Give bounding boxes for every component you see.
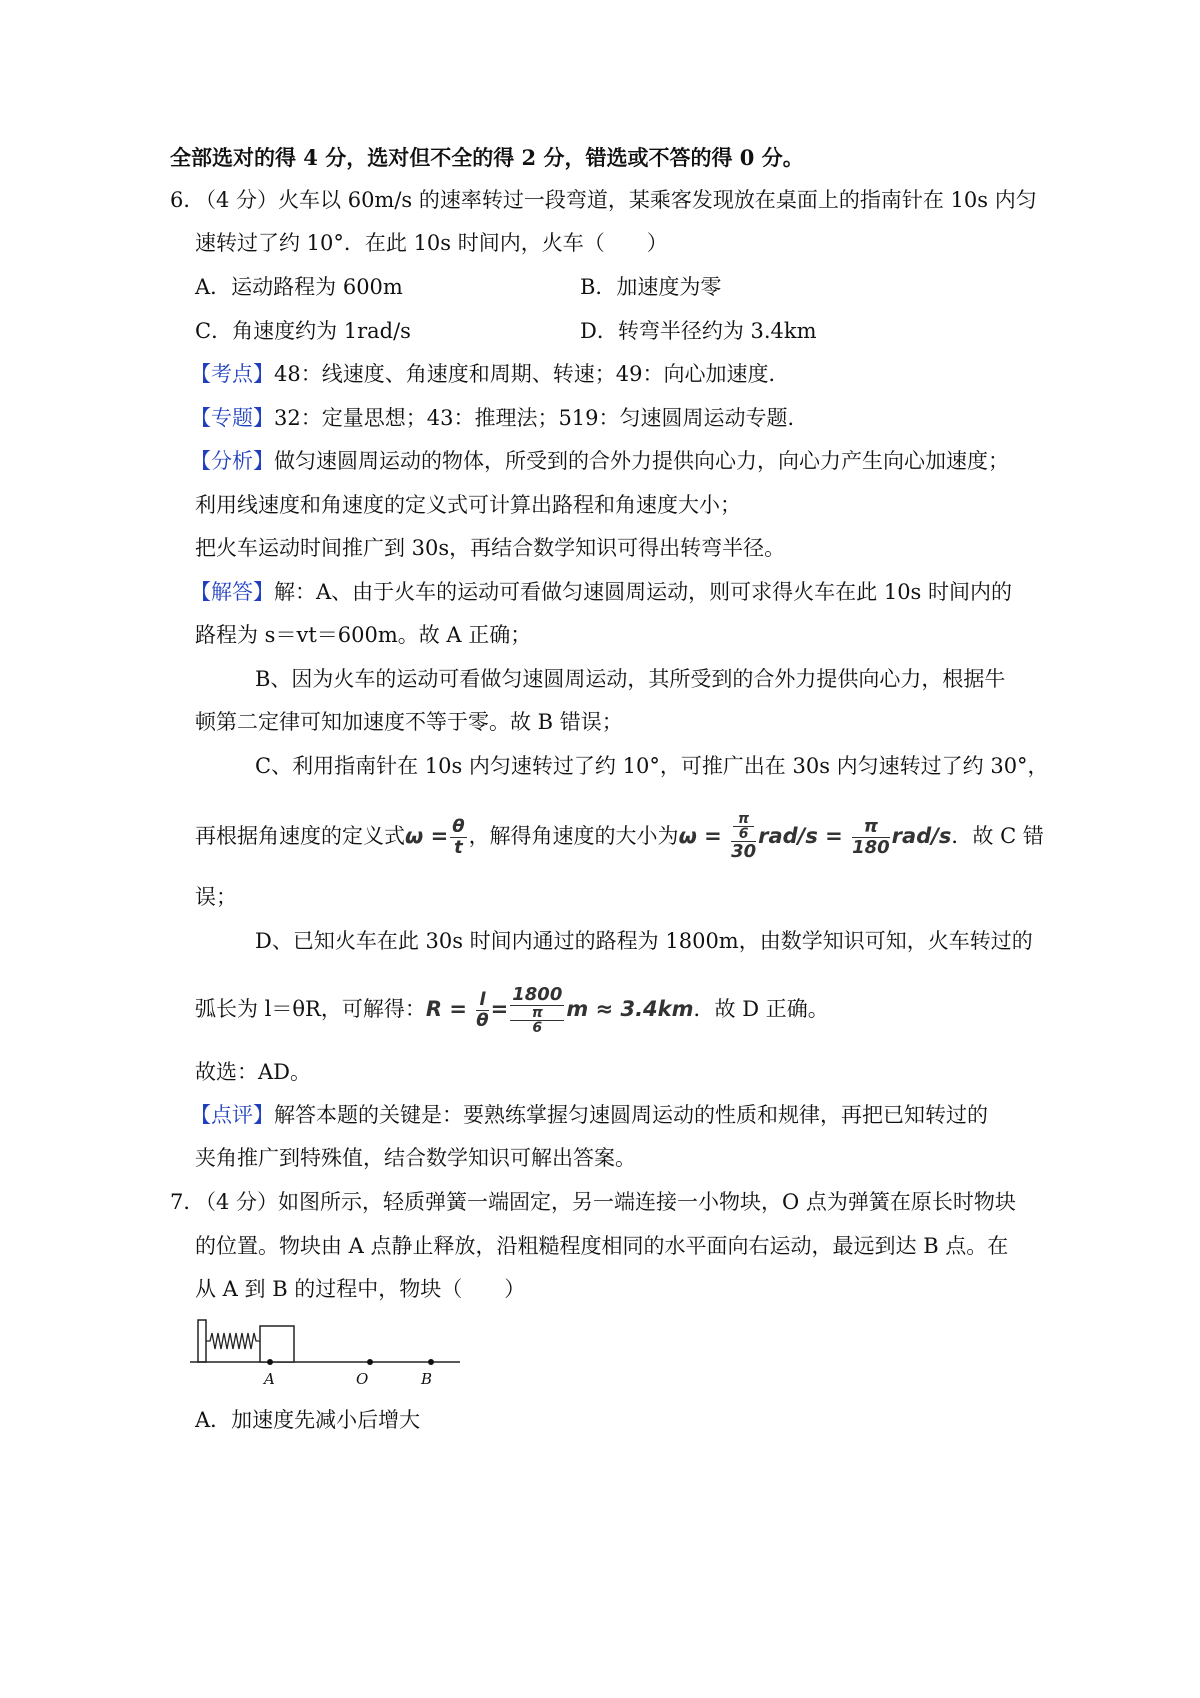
zhuanti-text: 32：定量思想；43：推理法；519：匀速圆周运动专题． [274, 406, 809, 430]
question-stem: （4 分）如图所示，轻质弹簧一端固定，另一端连接一小物块，O 点为弹簧在原长时物块 [195, 1190, 1016, 1214]
spring-block-figure [190, 1318, 470, 1388]
omega-formula: ω = $\frac{\theta}{t}$ [405, 815, 465, 858]
block [260, 1326, 294, 1362]
label-a: A [264, 1370, 275, 1388]
point-o [367, 1359, 373, 1365]
jieda [190, 577, 1012, 607]
jieda-line: 路程为 s＝vt＝600m。故 A 正确； [195, 623, 532, 647]
kaodian-tag: 【考点】 [190, 362, 274, 386]
text-segment: 再根据角速度的定义式 [195, 824, 405, 848]
answer-choice: 故选：AD。 [195, 1060, 312, 1084]
point-a [267, 1359, 273, 1365]
dianping-line: 夹角推广到特殊值，结合数学知识可解出答案。 [195, 1146, 636, 1170]
fenxi [190, 446, 1009, 476]
jieda-text: 解：A、由于火车的运动可看做匀速圆周运动，则可求得火车在此 10s 时间内的 [274, 580, 1013, 604]
spring [206, 1333, 260, 1349]
jieda-formula-line [195, 985, 829, 1035]
question-stem: 速转过了约 10°．在此 10s 时间内，火车（ ） [195, 231, 668, 255]
option-c: C．角速度约为 1rad/s [195, 319, 411, 343]
jieda-line: B、因为火车的运动可看做匀速圆周运动，其所受到的合外力提供向心力，根据牛 [255, 667, 1006, 691]
option-d: D．转弯半径约为 3.4km [580, 319, 817, 343]
fenxi-line: 利用线速度和角速度的定义式可计算出路程和角速度大小； [195, 493, 741, 517]
option-a: A．运动路程为 600m [195, 275, 403, 299]
point-b [428, 1359, 434, 1365]
jieda-line: 误； [195, 885, 237, 909]
dianping [190, 1100, 988, 1130]
kaodian-text: 48：线速度、角速度和周期、转速；49：向心加速度． [274, 362, 790, 386]
question-number: 6． [170, 188, 205, 212]
question-stem: 的位置。物块由 A 点静止释放，沿粗糙程度相同的水平面向右运动，最远到达 B 点。在 [195, 1234, 1009, 1258]
fenxi-line: 把火车运动时间推广到 30s，再结合数学知识可得出转弯半径。 [195, 536, 786, 560]
text-segment: ．故 C 错 [951, 824, 1044, 848]
zhuanti [190, 403, 809, 433]
text-segment: ．故 D 正确。 [693, 997, 829, 1021]
jieda-tag: 【解答】 [190, 580, 274, 604]
text-segment: ，解得角速度的大小为 [468, 824, 679, 848]
jieda-line: C、利用指南针在 10s 内匀速转过了约 10°，可推广出在 30s 内匀速转过了约 30°， [255, 754, 1049, 778]
jieda-line: 顿第二定律可知加速度不等于零。故 B 错误； [195, 710, 623, 734]
question-number: 7． [170, 1190, 205, 1214]
jieda-formula-line [195, 812, 1044, 862]
omega-value-formula: ω = π 6 30 rad/s = $\frac{\pi}{180}$ rad/s [678, 811, 952, 862]
radius-formula: R = $\frac{l}{\theta}$ = 1800 π 6 m ≈ 3.4km [425, 984, 694, 1036]
dianping-tag: 【点评】 [190, 1103, 274, 1127]
dianping-text: 解答本题的关键是：要熟练掌握匀速圆周运动的性质和规律，再把已知转过的 [274, 1103, 988, 1127]
label-o: O [356, 1370, 369, 1388]
text-segment: 弧长为 l＝θR，可解得： [195, 997, 426, 1021]
wall [198, 1320, 206, 1362]
kaodian [190, 359, 789, 389]
fenxi-text: 做匀速圆周运动的物体，所受到的合外力提供向心力，向心力产生向心加速度； [274, 449, 1009, 473]
option-b: B．加速度为零 [580, 275, 722, 299]
question-stem: 从 A 到 B 的过程中，物块（ ） [195, 1277, 526, 1301]
zhuanti-tag: 【专题】 [190, 406, 274, 430]
question-stem: （4 分）火车以 60m/s 的速率转过一段弯道，某乘客发现放在桌面上的指南针在 10s 内匀 [195, 188, 1037, 212]
jieda-line: D、已知火车在此 30s 时间内通过的路程为 1800m，由数学知识可知，火车转过的 [255, 929, 1033, 953]
fenxi-tag: 【分析】 [190, 449, 274, 473]
header-note: 全部选对的得 4 分，选对但不全的得 2 分，错选或不答的得 0 分。 [170, 145, 804, 170]
label-b: B [421, 1370, 433, 1388]
option-a: A．加速度先减小后增大 [195, 1408, 421, 1432]
